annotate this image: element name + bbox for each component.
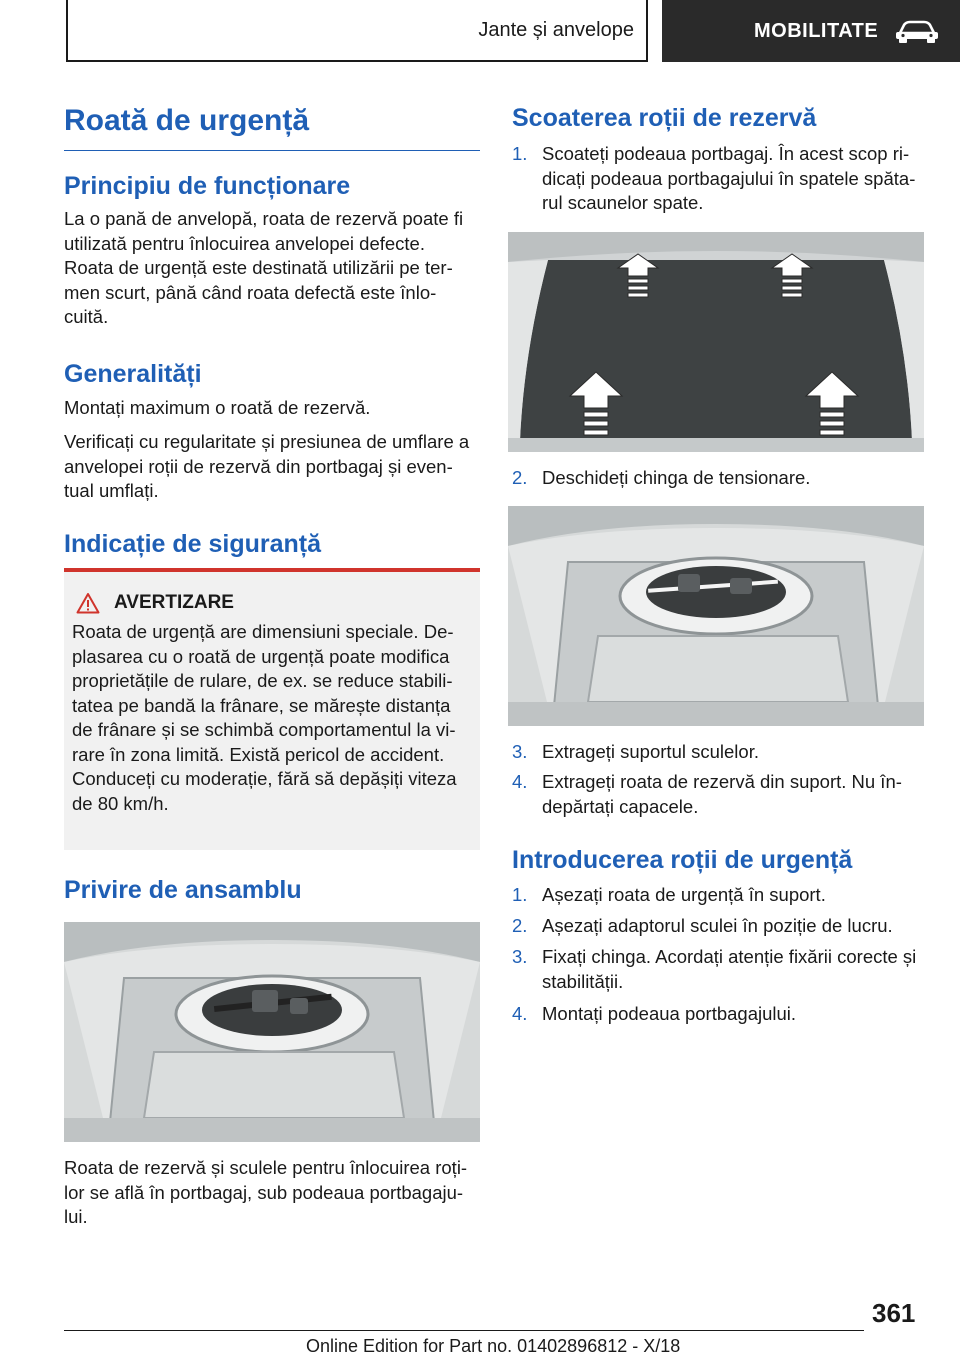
- general-line: anvelopei roții de rezervă din portbagaj și even-: [64, 455, 453, 477]
- warning-title: [72, 592, 472, 614]
- insertion-step-4: [512, 1002, 932, 1027]
- principle-line: utilizată pentru înlocuirea anvelopei defecte.: [64, 232, 425, 254]
- removal-step-1: [512, 142, 932, 216]
- principle-line: cuită.: [64, 306, 109, 327]
- removal-step-4: [512, 770, 932, 819]
- insertion-step-2: [512, 914, 932, 939]
- trunk-floor-lift-image: [508, 232, 924, 452]
- caption-line: Roata de rezervă și sculele pentru înlocuirea roți-: [64, 1157, 468, 1178]
- step-line: Extrageți roata de rezervă din suport. Nu în-: [542, 771, 902, 792]
- step-line: Deschideți chinga de tensionare.: [542, 467, 811, 488]
- warning-line: rare în zona limită. Există pericol de accident.: [72, 743, 445, 765]
- step-line: Așezați roata de urgență în suport.: [542, 884, 826, 905]
- step-number: 3.: [512, 741, 528, 762]
- step-number: 3.: [512, 946, 528, 967]
- removal-heading: Scoaterea roții de rezervă: [512, 104, 817, 132]
- chapter-title: MOBILITATE: [754, 19, 879, 42]
- removal-step-2: [512, 466, 932, 491]
- step-line: Scoateți podeaua portbagaj. În acest scop ri-: [542, 143, 910, 164]
- step-line: rul scaunelor spate.: [542, 192, 704, 213]
- step-line: Montați podeaua portbagajului.: [542, 1003, 797, 1024]
- overview-caption: [64, 1156, 484, 1230]
- warning-label: AVERTIZARE: [114, 592, 234, 613]
- warning-line: plasarea cu o roată de urgență poate modifica: [72, 645, 450, 667]
- footer-divider: [64, 1330, 864, 1331]
- car-icon: [894, 19, 940, 43]
- removal-step-3: [512, 740, 932, 765]
- step-number: 1.: [512, 143, 528, 164]
- step-number: 2.: [512, 915, 528, 936]
- warning-box: [64, 568, 480, 850]
- step-number: 1.: [512, 884, 528, 905]
- header-chapter-tab: [662, 0, 960, 62]
- warning-line: Roata de urgență are dimensiuni speciale. De-: [72, 621, 454, 642]
- caption-line: lor se află în portbagaj, sub podeaua portbagaju-: [64, 1181, 464, 1203]
- general-paragraph-1: Montați maximum o roată de rezervă.: [64, 397, 371, 418]
- general-line: tual umflați.: [64, 480, 159, 501]
- tension-strap-image: [508, 506, 924, 726]
- principle-line: La o pană de anvelopă, roata de rezervă poate fi: [64, 208, 464, 229]
- general-paragraph-2: [64, 430, 484, 504]
- insertion-heading: Introducerea roții de urgență: [512, 846, 853, 874]
- trunk-spare-wheel-image: [64, 922, 480, 1142]
- warning-triangle-icon: [76, 592, 100, 614]
- step-line: depărtați capacele.: [542, 795, 699, 817]
- warning-line: Conduceți cu moderație, fără să depășiți viteza: [72, 768, 457, 789]
- section-title: Jante și anvelope: [478, 18, 634, 41]
- step-line: Extrageți suportul sculelor.: [542, 741, 759, 762]
- warning-line: de frânare și se schimbă comportamentul la vi-: [72, 719, 456, 740]
- step-line: Fixați chinga. Acordați atenție fixării corecte și: [542, 946, 917, 967]
- step-number: 4.: [512, 771, 528, 792]
- insertion-step-3: [512, 945, 932, 994]
- principle-line: men scurt, până când roata defectă este înlo-: [64, 281, 437, 303]
- general-line: Verificați cu regularitate și presiunea de umflare a: [64, 431, 470, 452]
- warning-line: proprietățile de rulare, de ex. se reduce stabili-: [72, 670, 453, 691]
- insertion-step-1: [512, 883, 932, 908]
- step-number: 2.: [512, 467, 528, 488]
- safety-heading: Indicație de siguranță: [64, 530, 322, 558]
- step-line: dicați podeaua portbagajului în spatele spăta-: [542, 167, 916, 189]
- principle-heading: Principiu de funcționare: [64, 172, 351, 200]
- principle-line: Roata de urgență este destinată utilizării pe ter-: [64, 257, 453, 278]
- warning-line: tatea pe bandă la frânare, se mărește distanța: [72, 694, 451, 716]
- footer-edition-text: Online Edition for Part no. 01402896812 - X/18: [306, 1336, 681, 1356]
- caption-line: lui.: [64, 1206, 88, 1227]
- page-title: Roată de urgență: [64, 104, 480, 151]
- principle-paragraph: [64, 207, 484, 330]
- step-number: 4.: [512, 1003, 528, 1024]
- page-number: 361: [872, 1298, 916, 1328]
- step-line: Așezați adaptorul sculei în poziție de lucru.: [542, 915, 893, 936]
- overview-heading: Privire de ansamblu: [64, 876, 302, 904]
- warning-line: de 80 km/h.: [72, 792, 169, 814]
- general-heading: Generalități: [64, 360, 202, 388]
- step-line: stabilității.: [542, 970, 624, 992]
- header-section-tab: [66, 0, 648, 62]
